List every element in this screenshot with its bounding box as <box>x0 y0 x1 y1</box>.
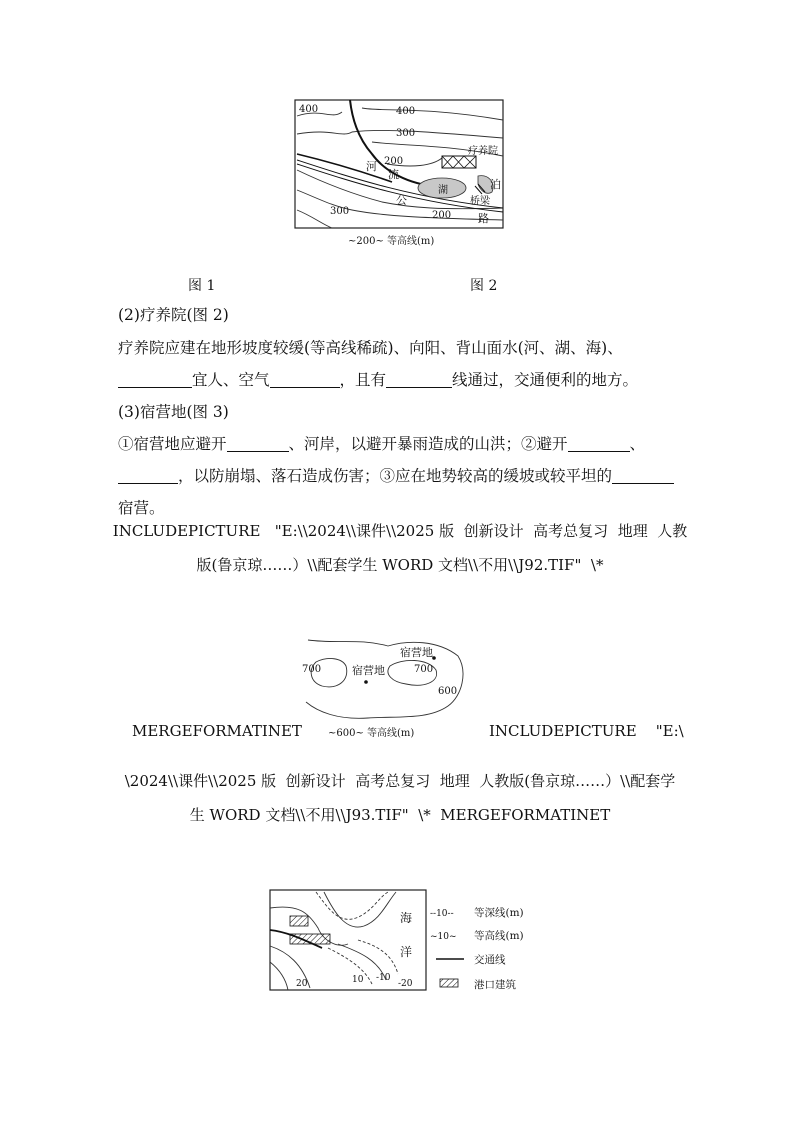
contour-label: 400 <box>396 106 416 117</box>
legend-symbol: --10-- <box>430 909 454 919</box>
answer-blank[interactable] <box>118 467 178 484</box>
section-heading: (3)宿营地(图 3) <box>118 403 229 421</box>
contour-label: 700 <box>302 664 322 675</box>
legend-label: 港口建筑 <box>474 979 516 991</box>
caption-fig2: 图 2 <box>470 278 498 294</box>
paragraph-line: ，以防崩塌、落石造成伤害；③应在地势较高的缓坡或较平坦的 <box>118 466 674 486</box>
camp-label: 宿营地 <box>400 646 433 659</box>
contour-label: 200 <box>384 156 404 167</box>
answer-blank[interactable] <box>270 371 340 388</box>
figure-3-map <box>298 636 472 744</box>
answer-blank[interactable] <box>118 371 192 388</box>
contour-label: 600 <box>438 686 458 697</box>
road-label: 路 <box>478 212 489 225</box>
sea-label: 洋 <box>400 945 413 959</box>
paragraph-line: 宜人、空气 ，且有 线通过，交通便利的地方。 <box>118 370 638 390</box>
figure-2-map <box>292 98 506 248</box>
bridge-label: 桥梁 <box>470 196 490 207</box>
answer-blank[interactable] <box>568 435 630 452</box>
field-code-text: 版(鲁京琼……）\\配套学生 WORD 文档\\不用\\J92.TIF" \* <box>196 556 604 574</box>
road-label: 公 <box>396 194 407 207</box>
contour-label: 300 <box>330 206 350 217</box>
field-code-text: INCLUDEPICTURE "E:\ <box>489 722 684 740</box>
paragraph-line: ①宿营地应避开 、河岸，以避开暴雨造成的山洪；②避开 、 <box>118 435 646 453</box>
contour-label: 300 <box>396 128 416 139</box>
field-code-text: INCLUDEPICTURE "E:\\2024\\课件\\2025 版 创新设计 高考总复习 地理 人教 <box>112 522 688 540</box>
field-code-text: 生 WORD 文档\\不用\\J93.TIF" \* MERGEFORMATINET <box>189 806 611 824</box>
lake-label: 泊 <box>490 178 501 191</box>
legend-label: 等深线(m) <box>474 907 524 919</box>
river-label: 流 <box>388 168 399 181</box>
contour-label: 400 <box>299 104 319 115</box>
contour-label: 700 <box>414 664 434 675</box>
contour-label: 10 <box>352 975 364 985</box>
figure-4-legend <box>430 906 524 991</box>
answer-blank[interactable] <box>227 435 289 452</box>
sea-label: 海 <box>400 911 413 925</box>
field-code-text: \2024\\课件\\2025 版 创新设计 高考总复习 地理 人教版(鲁京琼……）\\配套学 <box>124 772 676 790</box>
figure-legend: ~600~ 等高线(m) <box>328 728 415 739</box>
contour-label: -20 <box>398 979 413 989</box>
caption-fig1: 图 1 <box>188 278 216 294</box>
river-label: 河 <box>366 160 377 173</box>
contour-label: 200 <box>432 210 452 221</box>
sanatorium-label: 疗养院 <box>468 146 498 157</box>
legend-symbol: ~10~ <box>430 932 457 942</box>
legend-label: 等高线(m) <box>474 930 524 942</box>
lake-label: 湖 <box>438 185 448 196</box>
answer-blank[interactable] <box>386 371 452 388</box>
figure-4-map <box>268 888 538 994</box>
section-heading: (2)疗养院(图 2) <box>118 306 229 324</box>
contour-label: 20 <box>296 979 308 989</box>
answer-blank[interactable] <box>612 467 674 484</box>
field-code-text: MERGEFORMATINET <box>132 722 302 740</box>
paragraph-line: 宿营。 <box>118 499 165 517</box>
figure-legend: ~200~ 等高线(m) <box>348 236 435 247</box>
paragraph-line: 疗养院应建在地形坡度较缓(等高线稀疏)、向阳、背山面水(河、湖、海)、 <box>118 339 623 357</box>
legend-label: 交通线 <box>474 954 506 966</box>
camp-label: 宿营地 <box>352 664 385 677</box>
contour-label: -10 <box>376 973 391 983</box>
